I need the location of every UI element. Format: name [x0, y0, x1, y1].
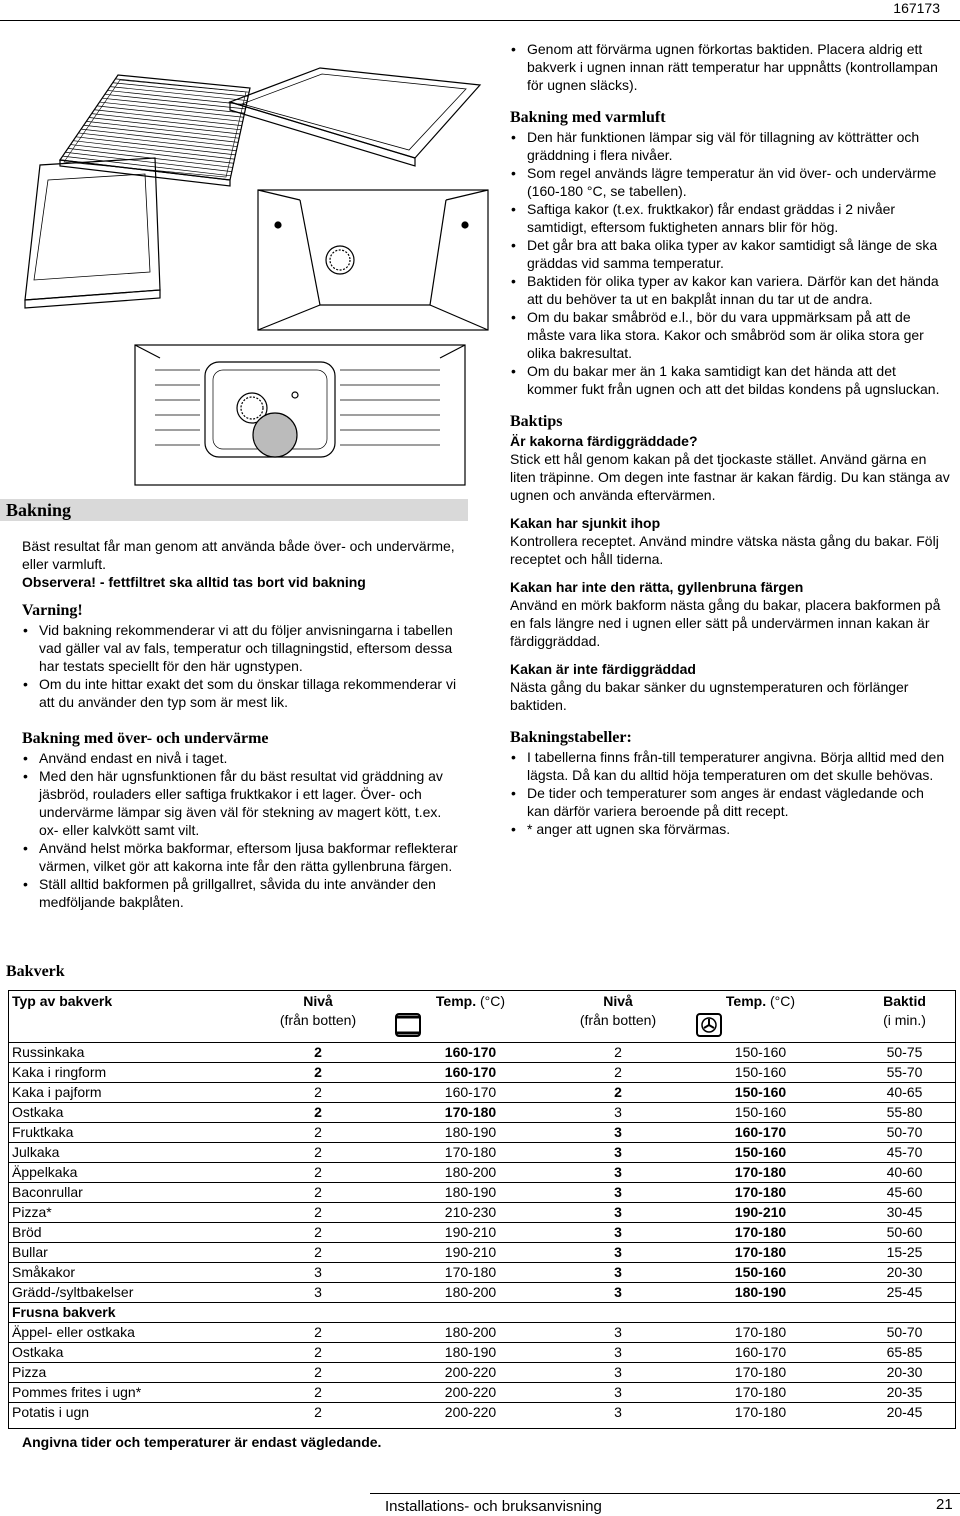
- header-level-sub: (från botten): [579, 1012, 657, 1028]
- rack-bar: [105, 94, 246, 109]
- list-item: • * anger att ugnen ska förvärmas.: [510, 820, 950, 838]
- table-cell: 170-180: [668, 1162, 853, 1182]
- table-cell: 170-180: [668, 1382, 853, 1402]
- table-cell: 3: [568, 1142, 668, 1162]
- table-cell: Äppel- eller ostkaka: [8, 1322, 263, 1342]
- header-level-label: Nivå: [603, 993, 633, 1009]
- table-cell: 160-170: [668, 1342, 853, 1362]
- preheat-list: [510, 40, 950, 94]
- table-cell: 20-35: [853, 1382, 956, 1402]
- table-cell: 20-30: [853, 1362, 956, 1382]
- list-item: • Det går bra att baka olika typer av kakor samtidigt så länge de ska gräddas vid samma temperatur.: [510, 236, 950, 272]
- table-cell: 2: [263, 1162, 373, 1182]
- table-cell: 50-70: [853, 1122, 956, 1142]
- baktips-heading: Baktips: [510, 413, 563, 430]
- table-cell: 3: [568, 1402, 668, 1422]
- footer-title: Installations- och bruksanvisning: [385, 1498, 602, 1515]
- rack-bar: [86, 121, 239, 138]
- table-cell: Julkaka: [8, 1142, 263, 1162]
- table-note: Angivna tider och temperaturer är endast vägledande.: [22, 1434, 382, 1450]
- table-cell: 20-30: [853, 1262, 956, 1282]
- table-cell: Pizza*: [8, 1202, 263, 1222]
- observera-text: - fettfiltret ska alltid tas bort vid bakning: [95, 574, 366, 590]
- table-cell: 170-180: [373, 1142, 568, 1162]
- table-cell: Ostkaka: [8, 1342, 263, 1362]
- accessories-illustration: [20, 40, 500, 490]
- table-cell: 180-200: [373, 1162, 568, 1182]
- table-cell: 180-200: [373, 1282, 568, 1302]
- table-cell: 170-180: [668, 1362, 853, 1382]
- frozen-heading: Frusna bakverk: [8, 1302, 956, 1322]
- table-cell: 2: [263, 1242, 373, 1262]
- table-row: [8, 1122, 956, 1142]
- table-cell: 50-75: [853, 1042, 956, 1062]
- list-item: • Om du bakar småbröd e.l., bör du vara uppmärksam på att de måste vara lika stora. Kakor och småbröd som är olika stora ger olika bakresultat.: [510, 308, 950, 362]
- table-cell: 2: [263, 1322, 373, 1342]
- table-cell: Fruktkaka: [8, 1122, 263, 1142]
- rack-bar: [113, 83, 248, 97]
- list-item: • Om du inte hittar exakt det som du önskar tillaga rekommenderar vi att du använder den typ som är mest lik.: [22, 675, 462, 711]
- table-cell: 170-180: [668, 1242, 853, 1262]
- warning-list: [22, 621, 462, 711]
- table-cell: 30-45: [853, 1202, 956, 1222]
- table-cell: 3: [568, 1202, 668, 1222]
- table-cell: 65-85: [853, 1342, 956, 1362]
- table-cell: Kaka i ringform: [8, 1062, 263, 1082]
- table-cell: 180-190: [373, 1342, 568, 1362]
- table-cell: 150-160: [668, 1042, 853, 1062]
- table-cell: 200-220: [373, 1382, 568, 1402]
- table-cell: 3: [568, 1122, 668, 1142]
- table-row: [8, 1242, 956, 1262]
- table-cell: 3: [263, 1282, 373, 1302]
- table-cell: 3: [568, 1222, 668, 1242]
- observera-label: Observera!: [22, 574, 96, 590]
- table-cell: 45-70: [853, 1142, 956, 1162]
- header-type: Typ av bakverk: [12, 993, 113, 1009]
- over-under-heading: Bakning med över- och undervärme: [22, 730, 269, 747]
- table-cell: 50-60: [853, 1222, 956, 1242]
- table-row: [8, 1322, 956, 1342]
- tip-question: Är kakorna färdiggräddade?: [510, 433, 698, 449]
- varmluft-heading: Bakning med varmluft: [510, 109, 666, 126]
- table-cell: 3: [568, 1282, 668, 1302]
- list-item: • Ställ alltid bakformen på grillgallret, såvida du inte använder den medföljande bakplåten.: [22, 875, 462, 911]
- list-item: • Om du bakar mer än 1 kaka samtidigt kan det hända att det kommer fukt från ugnen och att det bildas kondens på ugnsluckan.: [510, 362, 950, 398]
- list-item: • Med den här ugnsfunktionen får du bäst resultat vid gräddning av jäsbröd, rouladers eller saftiga fruktkakor i ett lager. Över- och undervärme lämpar sig även väl för stekning av magert kött, t.ex. ox- eller kalvkött samt vilt.: [22, 767, 462, 839]
- header-temp-1: [373, 990, 568, 1042]
- list-item: • Som regel används lägre temperatur än vid över- och undervärme (160-180 °C, se tabellen).: [510, 164, 950, 200]
- table-row: [8, 1102, 956, 1122]
- rack-bar: [110, 87, 247, 101]
- table-row: [8, 1142, 956, 1162]
- table-cell: 45-60: [853, 1182, 956, 1202]
- header-temp-unit: (°C): [480, 993, 506, 1009]
- table-cell: 2: [263, 1182, 373, 1202]
- tip-answer: Använd en mörk bakform nästa gång du bakar, placera bakformen på en fals längre ned i ugnen eller sätt på undervärmen innan kakan är färdiggräddad.: [510, 597, 941, 649]
- rack-bar: [97, 106, 243, 122]
- top-bottom-heat-icon: [395, 1013, 421, 1037]
- table-section-row: [8, 1302, 956, 1322]
- list-item: • Använd endast en nivå i taget.: [22, 749, 462, 767]
- tip-answer: Kontrollera receptet. Använd mindre vätska nästa gång du bakar. Följ receptet och håll tiderna.: [510, 533, 939, 567]
- over-under-list: [22, 749, 462, 911]
- table-row: [8, 1402, 956, 1422]
- table-row: [8, 1362, 956, 1382]
- table-cell: 15-25: [853, 1242, 956, 1262]
- table-cell: 20-45: [853, 1402, 956, 1422]
- table-title: Bakverk: [6, 963, 65, 980]
- table-cell: 55-70: [853, 1062, 956, 1082]
- oven-back-panel-image: [258, 190, 488, 330]
- table-cell: Bröd: [8, 1222, 263, 1242]
- table-cell: 170-180: [373, 1262, 568, 1282]
- table-cell: 2: [263, 1402, 373, 1422]
- tip-question: Kakan har inte den rätta, gyllenbruna färgen: [510, 579, 804, 595]
- list-item: • Baktiden för olika typer av kakor kan variera. Därför kan det hända att du behöver ta ut en bakplåt innan du tar ut de andra.: [510, 272, 950, 308]
- table-cell: Russinkaka: [8, 1042, 263, 1062]
- rack-bar: [94, 110, 242, 126]
- rack-bar: [102, 98, 244, 113]
- baking-tray-image: [230, 68, 480, 166]
- baking-table: [8, 990, 956, 1422]
- table-row: [8, 1062, 956, 1082]
- table-cell: 3: [568, 1382, 668, 1402]
- table-row: [8, 1082, 956, 1102]
- fan-heat-icon: [696, 1013, 722, 1037]
- header-time-label: Baktid: [883, 993, 926, 1009]
- table-cell: 2: [263, 1342, 373, 1362]
- table-cell: 160-170: [373, 1082, 568, 1102]
- table-cell: 2: [568, 1062, 668, 1082]
- table-row: [8, 1262, 956, 1282]
- table-row: [8, 1222, 956, 1242]
- table-cell: 170-180: [668, 1402, 853, 1422]
- table-cell: 55-80: [853, 1102, 956, 1122]
- table-cell: 50-70: [853, 1322, 956, 1342]
- observera-note: [22, 573, 462, 591]
- table-cell: 3: [568, 1102, 668, 1122]
- table-cell: 200-220: [373, 1402, 568, 1422]
- table-cell: 2: [263, 1382, 373, 1402]
- header-time-sub: (i min.): [883, 1012, 926, 1028]
- header-level-2: [568, 990, 668, 1042]
- table-cell: 160-170: [373, 1042, 568, 1062]
- varmluft-list: [510, 128, 950, 398]
- table-cell: 170-180: [668, 1182, 853, 1202]
- list-item: • Saftiga kakor (t.ex. fruktkakor) får endast gräddas i 2 nivåer samtidigt, eftersom fuktigheten annars blir för hög.: [510, 200, 950, 236]
- table-cell: 2: [568, 1082, 668, 1102]
- table-cell: 2: [263, 1122, 373, 1142]
- table-cell: 3: [568, 1322, 668, 1342]
- table-cell: Ostkaka: [8, 1102, 263, 1122]
- header-level-sub: (från botten): [279, 1012, 357, 1028]
- rack-bar: [92, 114, 241, 130]
- table-cell: 150-160: [668, 1142, 853, 1162]
- table-row: [8, 1182, 956, 1202]
- table-cell: 3: [568, 1162, 668, 1182]
- table-cell: 2: [263, 1142, 373, 1162]
- list-item: • Använd helst mörka bakformar, eftersom ljusa bakformar reflekterar värmen, vilket gör att kakorna inte får den rätta gyllenbruna färgen.: [22, 839, 462, 875]
- list-item: • Den här funktionen lämpar sig väl för tillagning av kötträtter och gräddning i flera nivåer.: [510, 128, 950, 164]
- table-cell: Kaka i pajform: [8, 1082, 263, 1102]
- table-cell: 150-160: [668, 1082, 853, 1102]
- table-cell: 190-210: [373, 1222, 568, 1242]
- table-cell: 2: [263, 1362, 373, 1382]
- table-row: [8, 1042, 956, 1062]
- rack-bar: [84, 125, 238, 142]
- warning-heading: Varning!: [22, 602, 83, 619]
- table-cell: 2: [263, 1222, 373, 1242]
- header-temp-unit: (°C): [770, 993, 796, 1009]
- header-rule: [0, 20, 960, 21]
- table-cell: 40-65: [853, 1082, 956, 1102]
- rack-bar: [107, 90, 246, 104]
- table-cell: 2: [263, 1202, 373, 1222]
- table-cell: Potatis i ugn: [8, 1402, 263, 1422]
- tip-question: Kakan har sjunkit ihop: [510, 515, 661, 531]
- table-cell: Pizza: [8, 1362, 263, 1382]
- table-cell: Bullar: [8, 1242, 263, 1262]
- table-cell: Baconrullar: [8, 1182, 263, 1202]
- table-row: [8, 1162, 956, 1182]
- header-time: [853, 990, 956, 1042]
- table-cell: 180-190: [668, 1282, 853, 1302]
- bakningstabeller-heading: Bakningstabeller:: [510, 729, 632, 746]
- list-item: • De tider och temperaturer som anges är endast vägledande och kan därför variera beroende på ditt recept.: [510, 784, 950, 820]
- table-cell: 190-210: [668, 1202, 853, 1222]
- table-cell: 3: [568, 1362, 668, 1382]
- table-cell: 25-45: [853, 1282, 956, 1302]
- oven-interior-image: [135, 345, 465, 485]
- section-title: Bakning: [6, 500, 72, 520]
- rack-bar: [100, 102, 244, 117]
- list-item: • I tabellerna finns från-till temperaturer angivna. Börja alltid med den lägsta. Då kan du alltid höja temperaturen om det skulle behövas.: [510, 748, 950, 784]
- table-cell: 180-200: [373, 1322, 568, 1342]
- tip-answer: Nästa gång du bakar sänker du ugnstemperaturen och förlänger baktiden.: [510, 679, 909, 713]
- table-cell: 3: [263, 1262, 373, 1282]
- table-cell: 170-180: [373, 1102, 568, 1122]
- table-cell: 3: [568, 1342, 668, 1362]
- bakningstabeller-list: [510, 748, 950, 838]
- table-cell: 2: [263, 1042, 373, 1062]
- table-cell: 170-180: [668, 1322, 853, 1342]
- table-cell: Pommes frites i ugn*: [8, 1382, 263, 1402]
- deep-pan-image: [25, 158, 160, 308]
- header-temp-2: [668, 990, 853, 1042]
- table-cell: Grädd-/syltbakelser: [8, 1282, 263, 1302]
- table-cell: 160-170: [668, 1122, 853, 1142]
- tip-answer: Stick ett hål genom kakan på det tjockaste stället. Använd gärna en liten träpinne. Om degen inte fastnar är kakan färdig. Du kan stänga av ugnen och använda eftervärmen.: [510, 451, 950, 503]
- footer-rule: [370, 1493, 960, 1494]
- list-item: • Genom att förvärma ugnen förkortas baktiden. Placera aldrig ett bakverk i ugnen innan rätt temperatur har uppnåtts (kontrollampan för ugnen släcks).: [510, 40, 950, 94]
- table-row: [8, 1282, 956, 1302]
- header-temp-label: Temp.: [725, 993, 767, 1009]
- section-header-bakning: [0, 499, 468, 521]
- table-cell: 200-220: [373, 1362, 568, 1382]
- table-row: [8, 1202, 956, 1222]
- table-cell: 170-180: [668, 1222, 853, 1242]
- tip-question: Kakan är inte färdiggräddad: [510, 661, 696, 677]
- table-cell: 190-210: [373, 1242, 568, 1262]
- table-cell: 210-230: [373, 1202, 568, 1222]
- table-cell: 180-190: [373, 1182, 568, 1202]
- table-cell: 150-160: [668, 1102, 853, 1122]
- page-number: 21: [936, 1496, 953, 1513]
- table-cell: 2: [263, 1102, 373, 1122]
- table-cell: 2: [263, 1082, 373, 1102]
- table-cell: 40-60: [853, 1162, 956, 1182]
- table-cell: 2: [568, 1042, 668, 1062]
- table-cell: Äppelkaka: [8, 1162, 263, 1182]
- document-number: 167173: [893, 0, 940, 16]
- table-cell: Småkakor: [8, 1262, 263, 1282]
- table-cell: 160-170: [373, 1062, 568, 1082]
- list-item: • Vid bakning rekommenderar vi att du följer anvisningarna i tabellen vad gäller val av fals, temperatur och tillagningstid, eftersom dessa har testats speciellt för den här ugnstypen.: [22, 621, 462, 675]
- table-cell: 3: [568, 1242, 668, 1262]
- header-level-label: Nivå: [303, 993, 333, 1009]
- table-cell: 150-160: [668, 1262, 853, 1282]
- header-level-1: [263, 990, 373, 1042]
- table-cell: 3: [568, 1262, 668, 1282]
- header-temp-label: Temp.: [435, 993, 477, 1009]
- intro-text: Bäst resultat får man genom att använda både över- och undervärme, eller varmluft.: [22, 538, 455, 572]
- table-cell: 3: [568, 1182, 668, 1202]
- table-row: [8, 1342, 956, 1362]
- rack-bar: [89, 118, 240, 135]
- table-cell: 2: [263, 1062, 373, 1082]
- table-row: [8, 1382, 956, 1402]
- table-cell: 150-160: [668, 1062, 853, 1082]
- table-cell: 180-190: [373, 1122, 568, 1142]
